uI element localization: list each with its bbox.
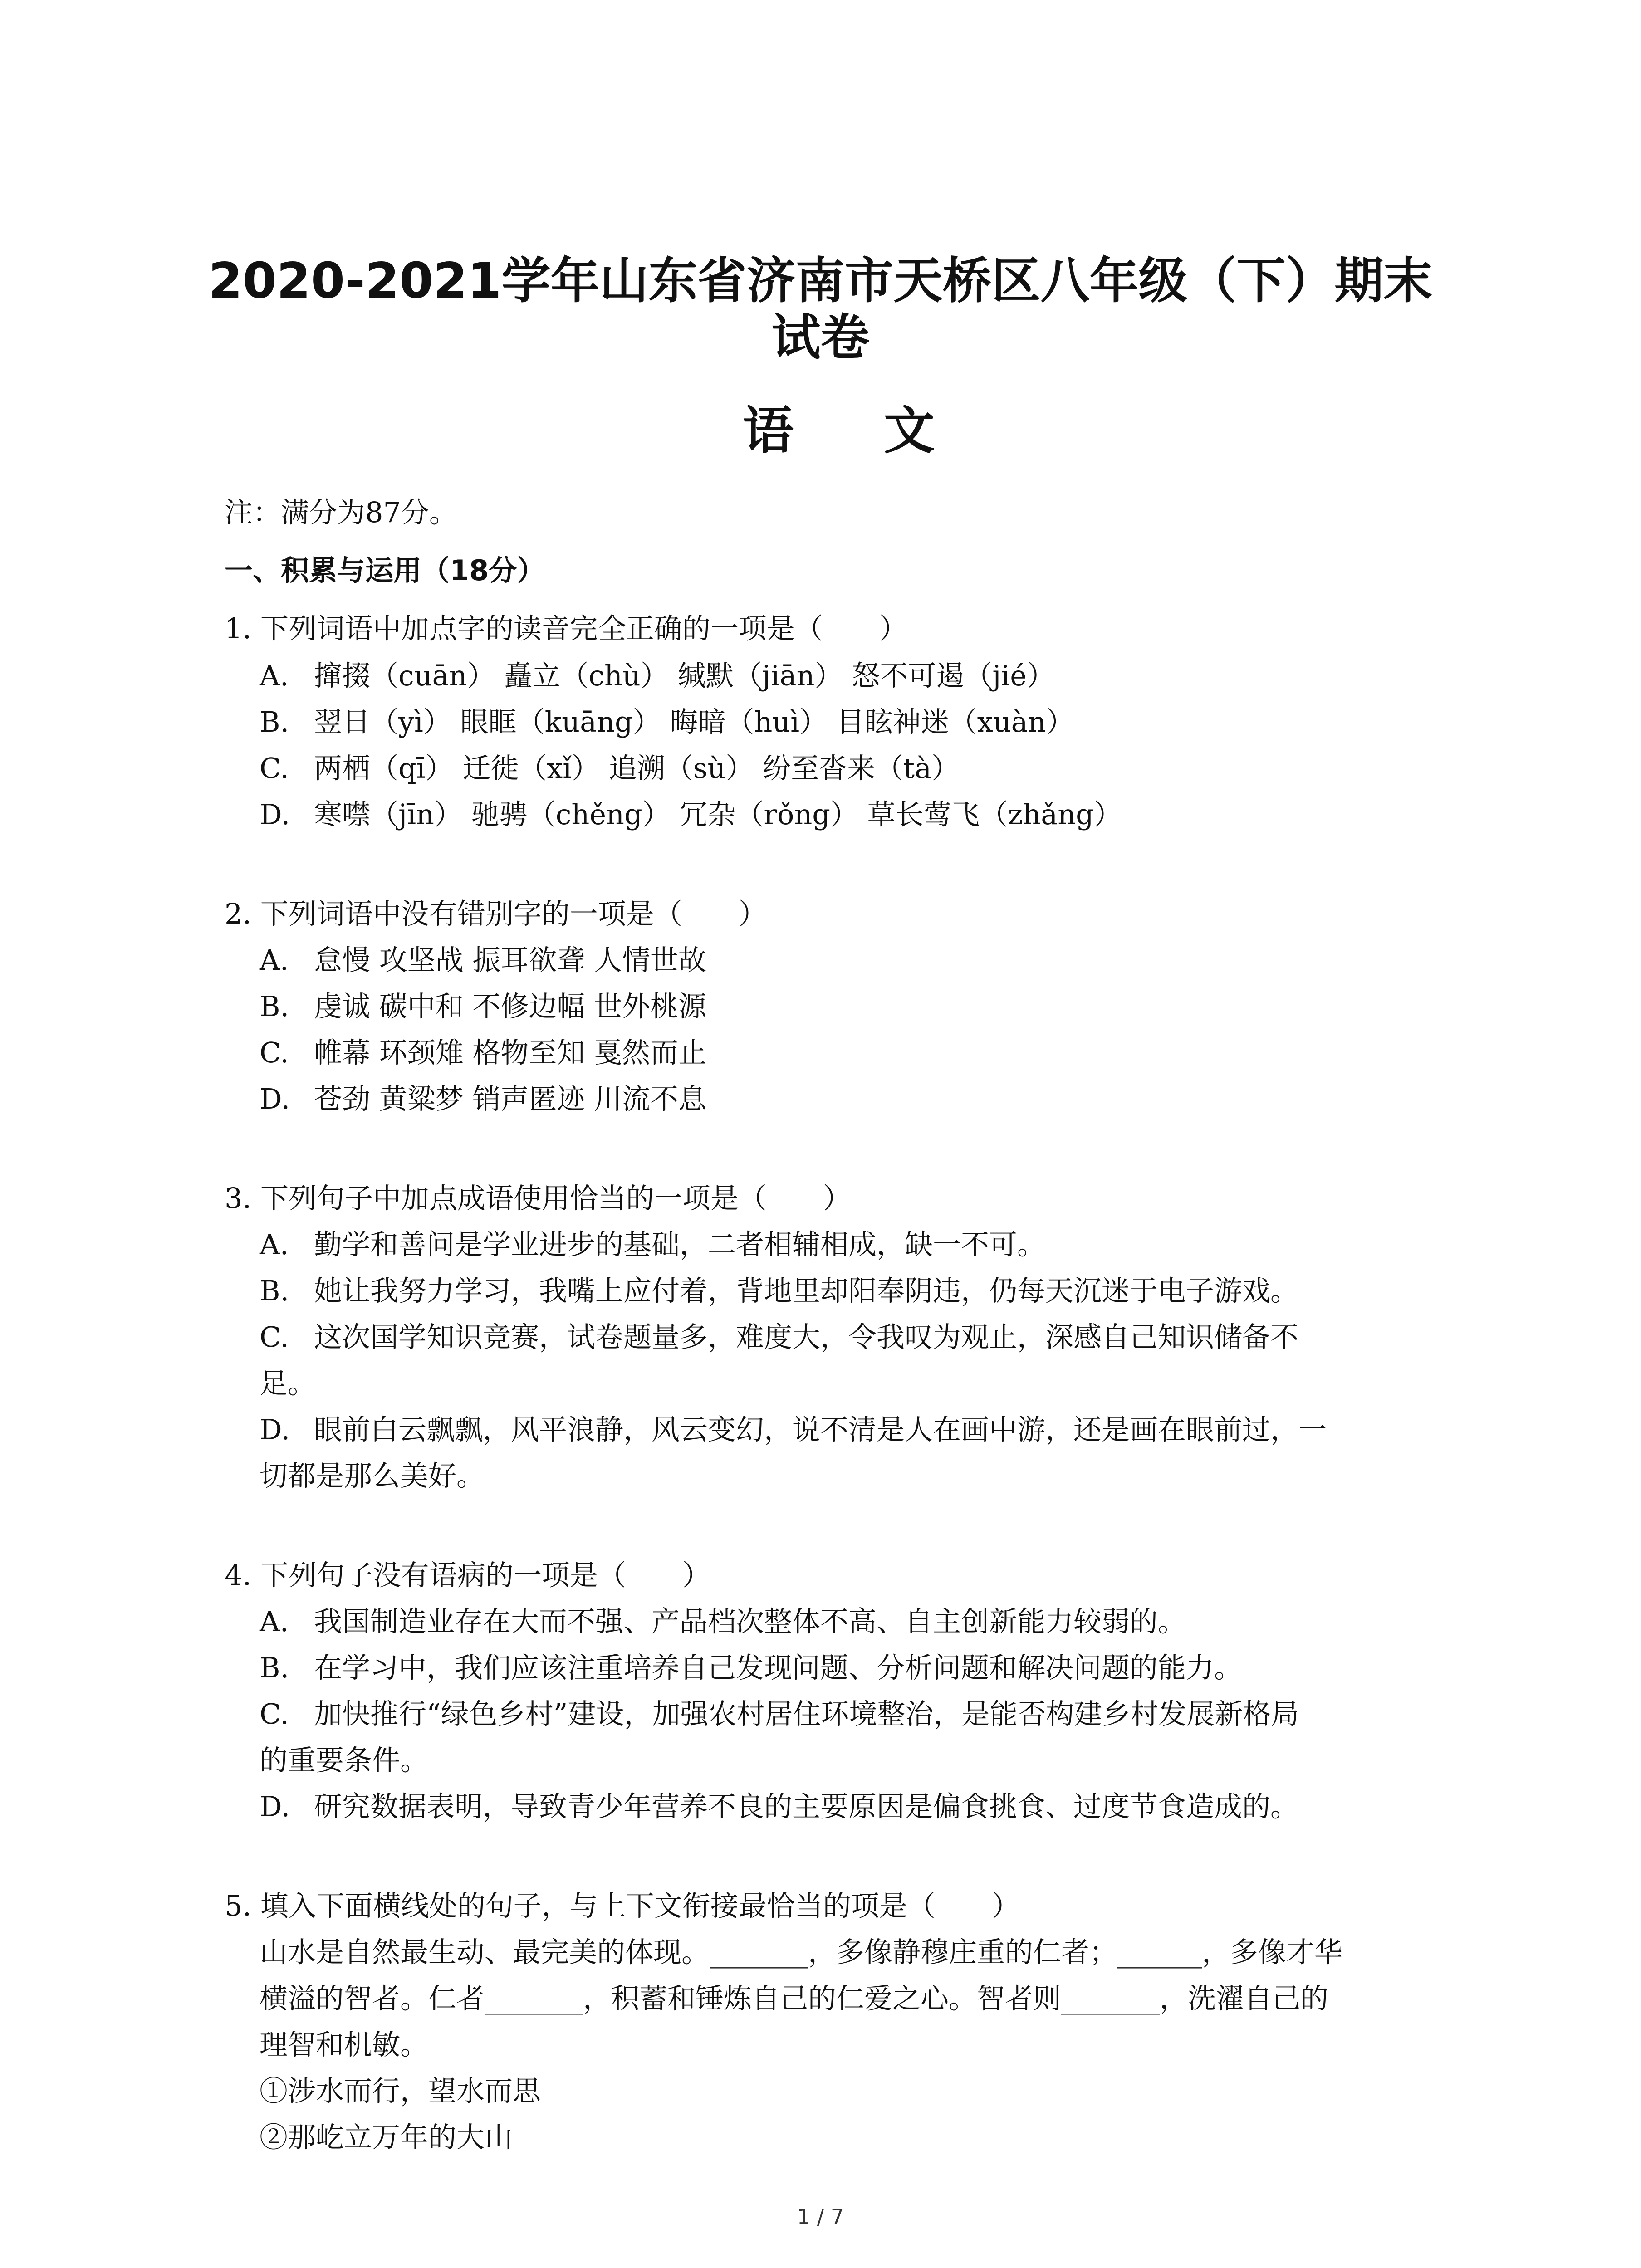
question-3-option-d-continued: 切都是那么美好。 (260, 1459, 485, 1492)
option-text: 这次国学知识竞赛，试卷题量多，难度大，令我叹为观止，深感自己知识储备不 (314, 1320, 1299, 1354)
section-heading: 一、积累与运用（18分） (225, 554, 545, 587)
question-3-option-d[interactable] (260, 1412, 1327, 1448)
question-3-option-c[interactable] (260, 1319, 1298, 1355)
question-2-option-d[interactable] (260, 1081, 706, 1117)
question-4-option-c[interactable] (260, 1696, 1299, 1732)
option-text: 我国制造业存在大而不强、产品档次整体不高、自主创新能力较弱的。 (314, 1605, 1186, 1638)
question-2-option-a[interactable] (260, 942, 706, 978)
question-2-option-b[interactable] (260, 988, 706, 1025)
option-text: 在学习中，我们应该注重培养自己发现问题、分析问题和解决问题的能力。 (314, 1651, 1243, 1684)
option-text: 眼前白云飘飘，风平浪静，风云变幻，说不清是人在画中游，还是画在眼前过，一 (314, 1413, 1327, 1446)
option-text: 帷幕 环颈雉 格物至知 戛然而止 (314, 1036, 707, 1069)
option-text: 苍劲 黄粱梦 销声匿迹 川流不息 (314, 1082, 707, 1115)
question-1-stem: 1. 下列词语中加点字的读音完全正确的一项是（ ） (225, 612, 907, 645)
option-text: 撺掇（cuān） 矗立（chù） 缄默（jiān） 怒不可遏（jié） (314, 659, 1055, 692)
option-text: 勤学和善问是学业进步的基础，二者相辅相成，缺一不可。 (314, 1228, 1046, 1261)
question-3-stem: 3. 下列句子中加点成语使用恰当的一项是（ ） (225, 1182, 851, 1215)
option-text: 翌日（yì） 眼眶（kuāng） 晦暗（huì） 目眩神迷（xuàn） (314, 705, 1074, 738)
exam-title-line1: 2020-2021学年山东省济南市天桥区八年级（下）期末 (208, 253, 1433, 309)
subject-heading: 语 文 (743, 401, 971, 460)
score-note: 注：满分为87分。 (225, 496, 457, 529)
question-1-option-c[interactable] (260, 750, 960, 787)
option-letter: C. (260, 1697, 289, 1730)
question-5-stem: 5. 填入下面横线处的句子，与上下文衔接最恰当的项是（ ） (225, 1889, 1020, 1922)
question-3-option-b[interactable] (260, 1273, 1298, 1309)
question-2-stem: 2. 下列词语中没有错别字的一项是（ ） (225, 897, 767, 930)
question-4-option-a[interactable] (260, 1603, 1186, 1640)
question-4-option-b[interactable] (260, 1650, 1242, 1686)
question-2-option-c[interactable] (260, 1035, 706, 1071)
question-4-option-d[interactable] (260, 1789, 1298, 1825)
question-5-choice-1: ①涉水而行，望水而思 (260, 2074, 541, 2107)
option-letter: D. (260, 798, 290, 831)
page-number: 1 / 7 (797, 2204, 844, 2229)
question-1-option-d[interactable] (260, 797, 1122, 833)
question-1-option-a[interactable] (260, 658, 1055, 694)
option-letter: B. (260, 705, 289, 738)
question-3-option-a[interactable] (260, 1227, 1045, 1263)
option-text: 研究数据表明，导致青少年营养不良的主要原因是偏食挑食、过度节食造成的。 (314, 1790, 1299, 1823)
question-5-passage-line: 理智和机敏。 (260, 2028, 429, 2061)
question-5-passage-line: 山水是自然最生动、最完美的体现。_______，多像静穆庄重的仁者；______，多像才华 (260, 1936, 1343, 1969)
question-4-option-c-continued: 的重要条件。 (260, 1744, 429, 1777)
option-text: 怠慢 攻坚战 振耳欲聋 人情世故 (314, 943, 707, 977)
option-text: 加快推行“绿色乡村”建设，加强农村居住环境整治，是能否构建乡村发展新格局 (314, 1697, 1299, 1730)
option-letter: D. (260, 1413, 290, 1446)
exam-title-line2: 试卷 (771, 309, 870, 366)
question-1-option-b[interactable] (260, 704, 1074, 740)
question-3-option-c-continued: 足。 (260, 1367, 316, 1400)
option-text: 虔诚 碳中和 不修边幅 世外桃源 (314, 990, 707, 1023)
question-5-passage-line: 横溢的智者。仁者_______，积蓄和锤炼自己的仁爱之心。智者则_______，洗濯自己的 (260, 1982, 1329, 2015)
option-letter: A. (260, 1228, 289, 1261)
question-5-choice-2: ②那屹立万年的大山 (260, 2121, 513, 2154)
option-letter: C. (260, 752, 289, 785)
option-letter: C. (260, 1036, 289, 1069)
option-letter: D. (260, 1082, 290, 1115)
option-letter: C. (260, 1320, 289, 1354)
option-text: 寒噤（jīn） 驰骋（chěng） 冗杂（rǒng） 草长莺飞（zhǎng） (314, 798, 1122, 831)
option-letter: A. (260, 943, 289, 977)
option-letter: B. (260, 990, 289, 1023)
option-letter: D. (260, 1790, 290, 1823)
option-letter: A. (260, 659, 289, 692)
option-text: 她让我努力学习，我嘴上应付着，背地里却阳奉阴违，仍每天沉迷于电子游戏。 (314, 1274, 1299, 1307)
option-text: 两栖（qī） 迁徙（xǐ） 追溯（sù） 纷至沓来（tà） (314, 752, 960, 785)
option-letter: B. (260, 1274, 289, 1307)
option-letter: B. (260, 1651, 289, 1684)
option-letter: A. (260, 1605, 289, 1638)
question-4-stem: 4. 下列句子没有语病的一项是（ ） (225, 1559, 710, 1592)
